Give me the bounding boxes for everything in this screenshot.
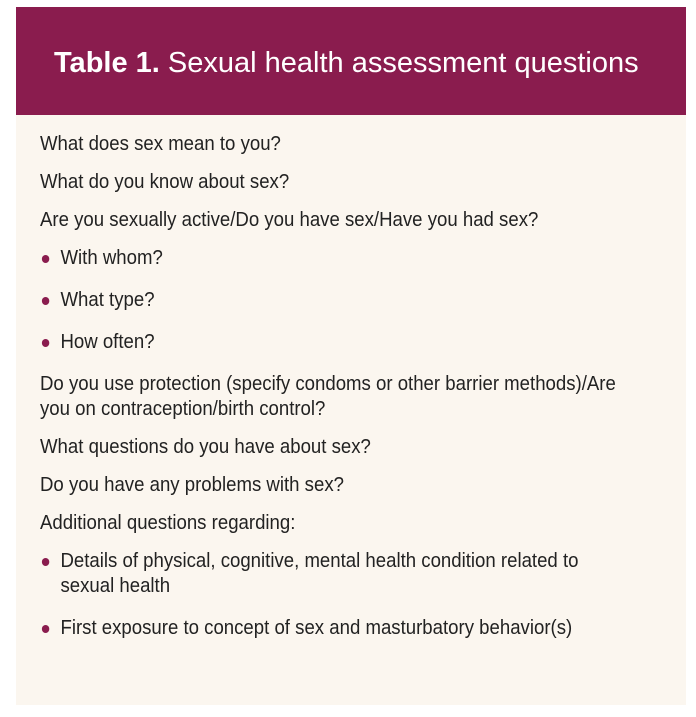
bullet-icon xyxy=(42,625,49,633)
question-text: What does sex mean to you? xyxy=(40,133,281,155)
table-number: Table 1. xyxy=(54,46,160,79)
question-text: Additional questions regarding: xyxy=(40,512,296,534)
bullet-text: With whom? xyxy=(60,247,163,269)
bullet-item xyxy=(40,330,626,355)
bullet-item xyxy=(40,616,626,641)
question-item xyxy=(40,435,626,460)
bullet-icon xyxy=(42,255,49,263)
question-item xyxy=(40,208,626,233)
bullet-text: How often? xyxy=(60,331,155,353)
question-text: Do you use protection (specify condoms or other barrier methods)/Are you on contraception/birth control? xyxy=(40,373,616,420)
question-item xyxy=(40,473,626,498)
table-body xyxy=(40,132,626,658)
bullet-icon xyxy=(42,339,49,347)
table-title-text: Sexual health assessment questions xyxy=(167,46,639,79)
question-item xyxy=(40,372,626,422)
question-text: Do you have any problems with sex? xyxy=(40,474,344,496)
bullet-text: Details of physical, cognitive, mental health condition related to sexual health xyxy=(60,550,579,597)
table-title xyxy=(54,46,639,79)
question-item xyxy=(40,170,626,195)
question-text: What questions do you have about sex? xyxy=(40,436,371,458)
bullet-item xyxy=(40,549,626,599)
bullet-icon xyxy=(42,297,49,305)
bullet-icon xyxy=(42,558,49,566)
assessment-table xyxy=(16,7,686,705)
question-text: What do you know about sex? xyxy=(40,171,290,193)
bullet-item xyxy=(40,288,626,313)
bullet-item xyxy=(40,246,626,271)
question-item xyxy=(40,511,626,536)
question-item xyxy=(40,132,626,157)
table-header xyxy=(16,7,686,115)
bullet-text: What type? xyxy=(60,289,155,311)
question-text: Are you sexually active/Do you have sex/Have you had sex? xyxy=(40,209,539,231)
bullet-text: First exposure to concept of sex and masturbatory behavior(s) xyxy=(60,617,573,639)
